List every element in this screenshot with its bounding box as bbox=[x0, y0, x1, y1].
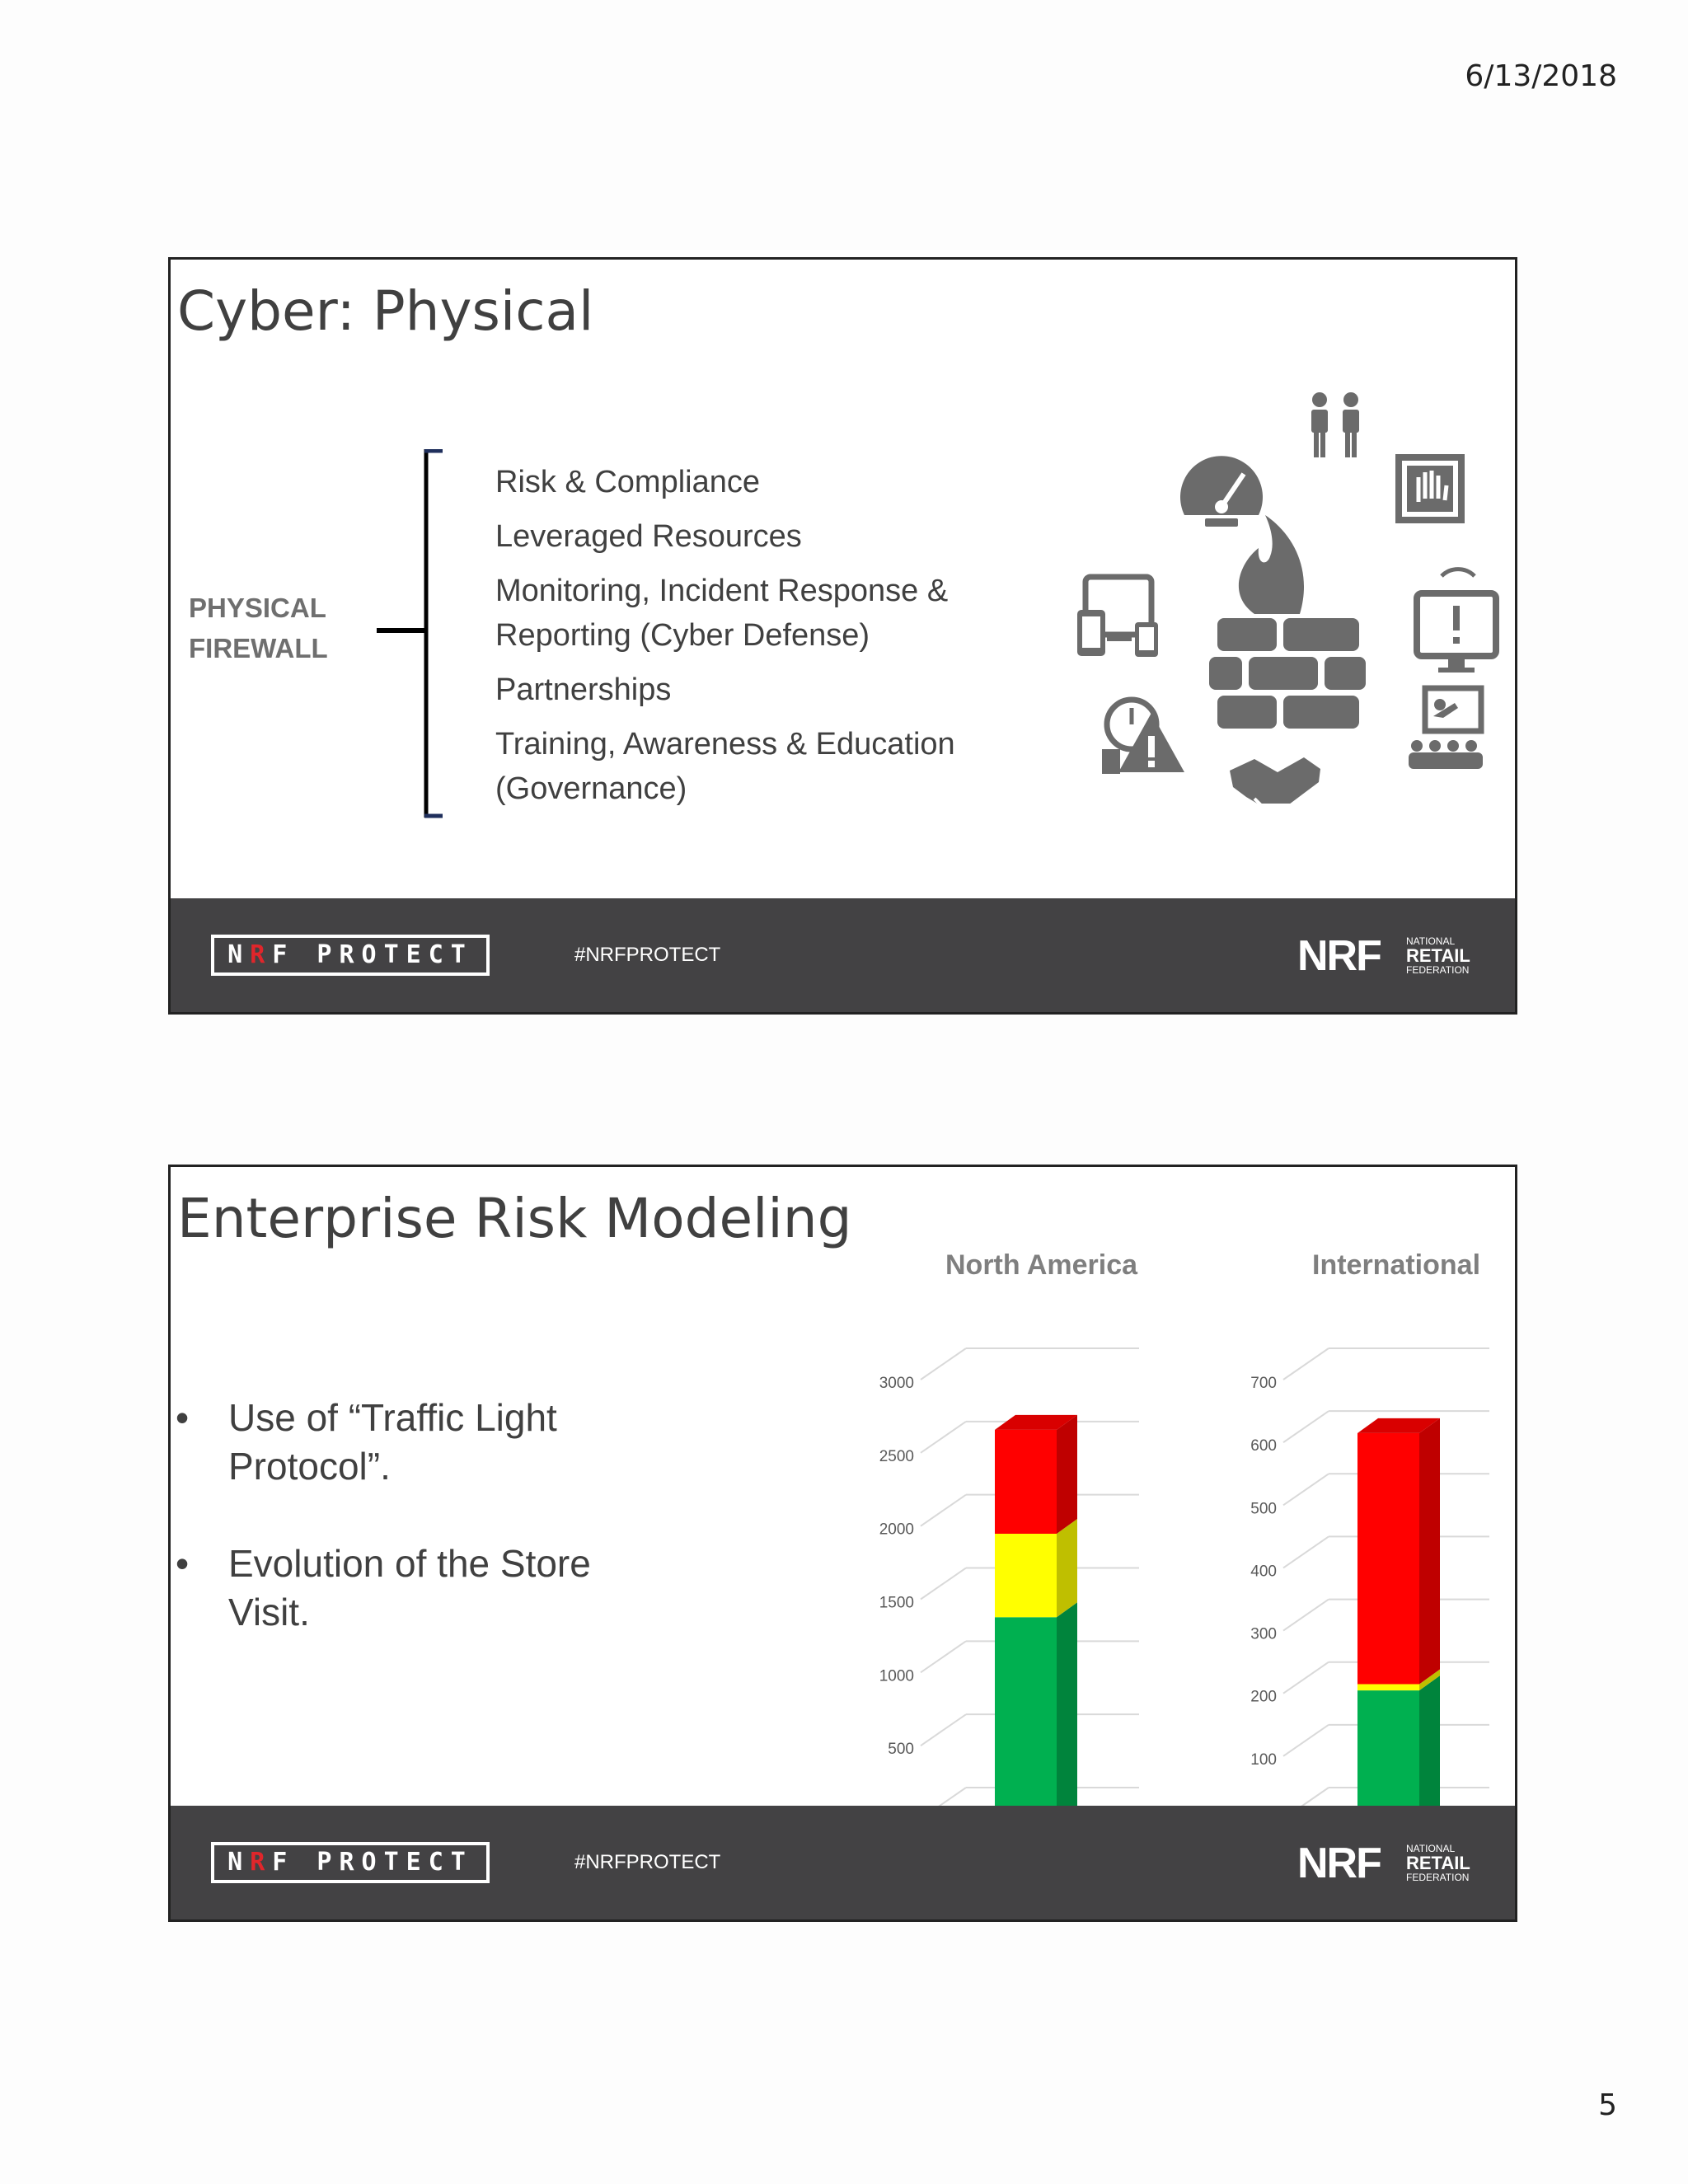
traffic-light-charts bbox=[748, 1225, 1489, 1835]
tick-label: 500 bbox=[1250, 1500, 1277, 1518]
bullet-list bbox=[171, 1394, 632, 1685]
bar-segment-side bbox=[1419, 1418, 1440, 1685]
list-item: • Use of “Traffic Light Protocol”. bbox=[176, 1396, 557, 1488]
bar-segment-side bbox=[1057, 1519, 1077, 1617]
gridline-diagonal bbox=[1283, 1725, 1329, 1756]
handshake-icon bbox=[1230, 757, 1320, 804]
nrf-logo: NRF NATIONAL RETAIL FEDERATION bbox=[1297, 1840, 1470, 1887]
bar-segment bbox=[1357, 1433, 1419, 1685]
bar-segment bbox=[995, 1617, 1057, 1822]
slide-footer bbox=[171, 898, 1515, 1012]
list-item: Risk & Compliance bbox=[495, 465, 760, 499]
page-number: 5 bbox=[1598, 2088, 1617, 2122]
hashtag: #NRFPROTECT bbox=[574, 944, 721, 966]
slide-title: Cyber: Physical bbox=[177, 279, 594, 343]
label-line-1: PHYSICAL bbox=[189, 593, 326, 623]
bar-segment-side bbox=[1419, 1675, 1440, 1822]
slide-cyber-physical bbox=[168, 257, 1517, 1015]
chart-title: North America bbox=[945, 1249, 1138, 1281]
tick-label: 100 bbox=[1250, 1750, 1277, 1769]
chart-title: International bbox=[1312, 1249, 1481, 1281]
slide-title: Enterprise Risk Modeling bbox=[177, 1187, 852, 1250]
gridline-diagonal bbox=[1283, 1348, 1329, 1380]
list-item: • Evolution of the Store Visit. bbox=[176, 1542, 591, 1633]
list-item: Monitoring, Incident Response & Reporting (Cyber Defense) bbox=[495, 574, 949, 653]
bracket-connector bbox=[377, 449, 443, 828]
tick-label: 600 bbox=[1250, 1437, 1277, 1455]
devices-icon bbox=[1077, 577, 1158, 657]
tick-label: 200 bbox=[1250, 1688, 1277, 1706]
tick-label: 1000 bbox=[879, 1667, 914, 1685]
label-line-2: FIREWALL bbox=[189, 633, 328, 663]
slide-footer bbox=[171, 1806, 1515, 1919]
tick-label: 2500 bbox=[879, 1447, 914, 1465]
list-item: Leveraged Resources bbox=[495, 519, 802, 554]
hand-scan-icon bbox=[1399, 457, 1461, 520]
gridline-diagonal bbox=[921, 1714, 966, 1746]
training-icon bbox=[1409, 688, 1483, 769]
tick-label: 500 bbox=[888, 1741, 914, 1759]
physical-firewall-label bbox=[189, 588, 328, 668]
gridline-diagonal bbox=[1283, 1662, 1329, 1694]
gridline-diagonal bbox=[921, 1422, 966, 1453]
gridline-diagonal bbox=[1283, 1411, 1329, 1442]
gridline-diagonal bbox=[1283, 1536, 1329, 1568]
bar-segment bbox=[1357, 1684, 1419, 1690]
slide-enterprise-risk bbox=[168, 1165, 1517, 1922]
bar-segment-side bbox=[1057, 1415, 1077, 1534]
hashtag: #NRFPROTECT bbox=[574, 1851, 721, 1873]
firewall-icon bbox=[1209, 515, 1366, 729]
gridline-diagonal bbox=[1283, 1600, 1329, 1631]
tick-label: 300 bbox=[1250, 1625, 1277, 1643]
bar-segment bbox=[995, 1430, 1057, 1534]
alert-monitor-icon bbox=[1417, 569, 1496, 673]
bar-segment-side bbox=[1057, 1602, 1077, 1822]
tick-label: 2000 bbox=[879, 1521, 914, 1539]
gridline-diagonal bbox=[921, 1568, 966, 1600]
security-icon-cluster bbox=[1061, 391, 1506, 804]
gridline-diagonal bbox=[921, 1641, 966, 1672]
bar-segment bbox=[995, 1534, 1057, 1617]
nrf-protect-logo: NRF PROTECT bbox=[211, 1842, 490, 1883]
nrf-protect-logo: NRF PROTECT bbox=[211, 935, 490, 976]
bar-segment bbox=[1357, 1690, 1419, 1822]
nrf-logo: NRF NATIONAL RETAIL FEDERATION bbox=[1297, 932, 1470, 980]
people-icon bbox=[1311, 392, 1359, 457]
tick-label: 700 bbox=[1250, 1375, 1277, 1392]
list-item: Training, Awareness & Education (Governance) bbox=[495, 727, 955, 806]
speedometer-icon bbox=[1180, 456, 1263, 527]
gridline-diagonal bbox=[1283, 1474, 1329, 1505]
clock-warning-icon bbox=[1102, 700, 1184, 774]
firewall-item-list bbox=[495, 460, 1056, 821]
list-item: Partnerships bbox=[495, 673, 672, 707]
page-date: 6/13/2018 bbox=[1465, 59, 1617, 93]
tick-label: 400 bbox=[1250, 1563, 1277, 1581]
tick-label: 3000 bbox=[879, 1375, 914, 1392]
gridline-diagonal bbox=[921, 1495, 966, 1526]
gridline-diagonal bbox=[921, 1348, 966, 1380]
tick-label: 1500 bbox=[879, 1594, 914, 1612]
